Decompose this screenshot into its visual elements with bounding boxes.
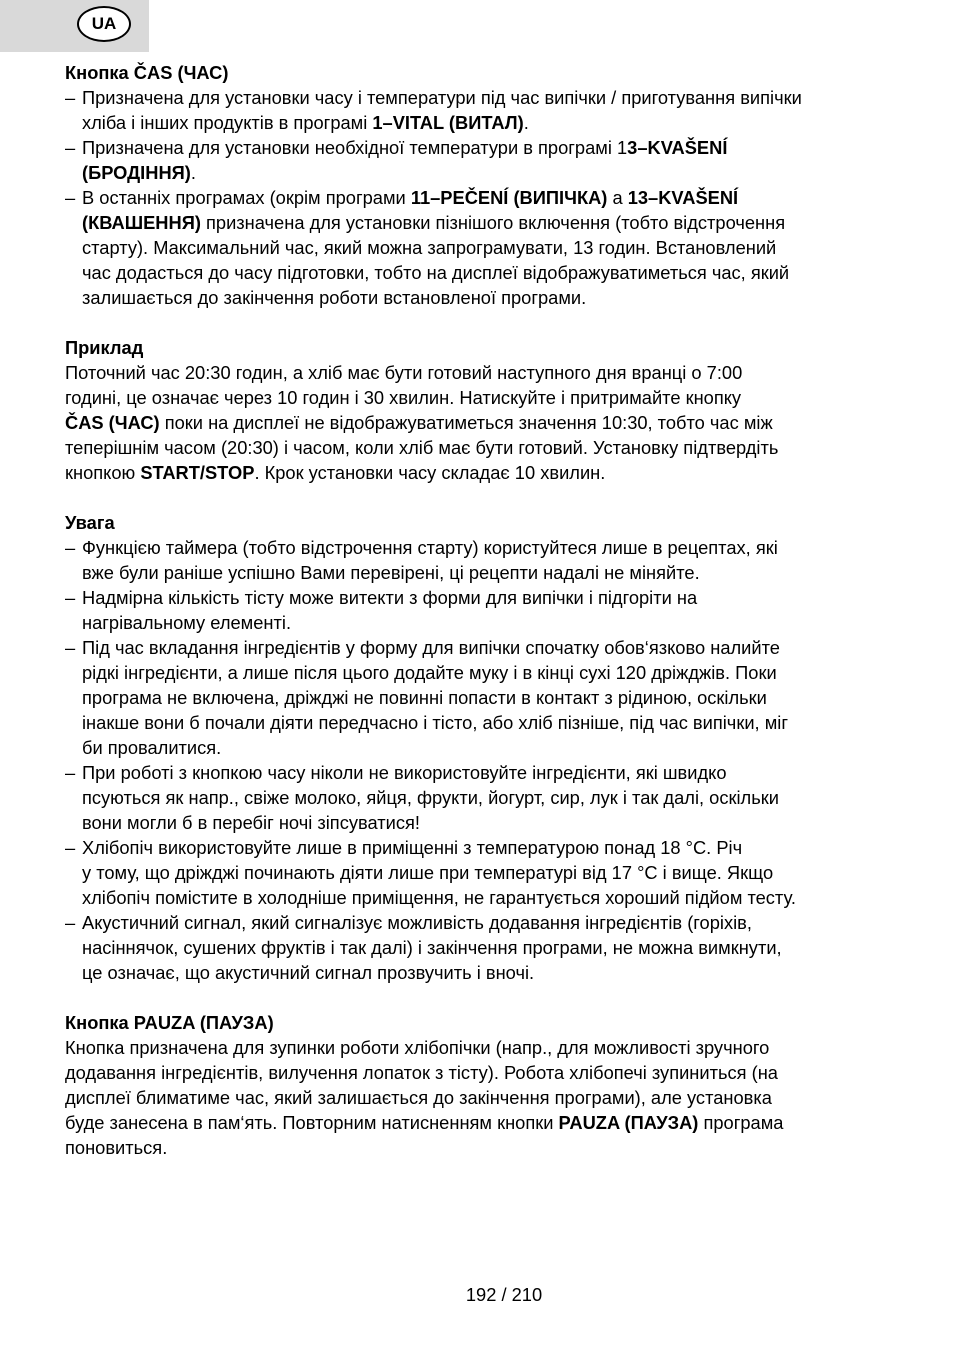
bullet-line <box>65 185 900 210</box>
bullet-line <box>65 285 900 310</box>
section-pauza-button <box>65 1010 900 1160</box>
bold-run: 1–VITAL (ВИТАЛ) <box>372 112 524 133</box>
text-run: Під час вкладання інгредієнтів у форму для випічки спочатку обов‘язково налийте <box>82 637 780 658</box>
bullet-line <box>65 535 900 560</box>
page-content <box>65 60 900 1160</box>
bold-run: (БРОДІННЯ) <box>82 162 191 183</box>
text-run: призначена для установки пізнішого включення (тобто відстрочення <box>200 212 786 233</box>
text-run: Призначена для установки часу і температури під час випічки / приготування випічки <box>82 87 802 108</box>
text-run: Надмірна кількість тісту може витекти з форми для випічки і підгоріти на <box>82 587 698 608</box>
bullet-dash: – <box>65 762 76 783</box>
bullet-dash: – <box>65 537 76 558</box>
paragraph-line <box>65 1060 900 1085</box>
paragraph-line <box>65 1135 900 1160</box>
bullet-line <box>65 160 900 185</box>
text-run: годині, це означає через 10 годин і 30 хвилин. Натискуйте і притримайте кнопку <box>65 387 742 408</box>
text-run: Поточний час 20:30 годин, а хліб має бути готовий наступного дня вранці о 7:00 <box>65 362 743 383</box>
text-run: поновиться. <box>65 1137 168 1158</box>
heading-warning: Увага <box>65 512 115 533</box>
text-run: рідкі інгредієнти, а лише після цього додайте муку і в кінці сухі 120 дріжджів. Поки <box>82 662 777 683</box>
section-warning <box>65 510 900 985</box>
text-run: вже були раніше успішно Вами перевірені, ці рецепти надалі не міняйте. <box>82 562 700 583</box>
bullet-line <box>65 885 900 910</box>
text-run: Призначена для установки необхідної температури в програмі 1 <box>82 137 628 158</box>
section-example <box>65 335 900 485</box>
text-run: залишається до закінчення роботи встановленої програми. <box>82 287 587 308</box>
bullet-line <box>65 235 900 260</box>
bullet-line <box>65 210 900 235</box>
text-run: насіннячок, сушених фруктів і так далі) і закінчення програми, не можна вимкнути, <box>82 937 782 958</box>
paragraph <box>65 360 900 485</box>
bullet-line <box>65 910 900 935</box>
text-run: Акустичний сигнал, який сигналізує можливість додавання інгредієнтів (горіхів, <box>82 912 752 933</box>
bold-run: 3–KVAŠENÍ <box>627 137 728 158</box>
bullet-line <box>65 660 900 685</box>
text-run: поки на дисплеї не відображуватиметься значення 10:30, тобто час між <box>159 412 773 433</box>
bullet-line <box>65 735 900 760</box>
text-run: нагрівальному елементі. <box>82 612 292 633</box>
text-run: . Крок установки часу складає 10 хвилин. <box>254 462 606 483</box>
paragraph-line <box>65 360 900 385</box>
bullet-dash: – <box>65 912 76 933</box>
text-run: це означає, що акустичний сигнал прозвучить і вночі. <box>82 962 535 983</box>
paragraph-line <box>65 1110 900 1135</box>
bullet-dash: – <box>65 637 76 658</box>
section-cas-button <box>65 60 900 310</box>
bullet-line <box>65 585 900 610</box>
bullet-list <box>65 535 900 985</box>
bullet-dash: – <box>65 837 76 858</box>
bullet-line <box>65 835 900 860</box>
bullet-line <box>65 85 900 110</box>
bullet-line <box>65 960 900 985</box>
text-run: хліба і інших продуктів в програмі <box>82 112 373 133</box>
text-run: би провалитися. <box>82 737 222 758</box>
paragraph-line <box>65 1035 900 1060</box>
heading-example: Приклад <box>65 337 144 358</box>
bullet-dash: – <box>65 187 76 208</box>
text-run: додавання інгредієнтів, вилучення лопаток з тісту). Робота хлібопечі зупиниться (на <box>65 1062 778 1083</box>
bullet-dash: – <box>65 87 76 108</box>
bullet-dash: – <box>65 137 76 158</box>
heading-cas-button: Кнопка ČAS (ЧАС) <box>65 62 229 83</box>
text-run: кнопкою <box>65 462 141 483</box>
text-run: Функцією таймера (тобто відстрочення старту) користуйтеся лише в рецептах, які <box>82 537 778 558</box>
paragraph-line <box>65 1085 900 1110</box>
bullet-line <box>65 710 900 735</box>
text-run: . <box>190 162 196 183</box>
text-run: дисплеї блиматиме час, який залишається до закінчення програми), але установка <box>65 1087 772 1108</box>
text-run: Кнопка призначена для зупинки роботи хлібопічки (напр., для можливості зручного <box>65 1037 770 1058</box>
text-run: В останніх програмах (окрім програми <box>82 187 411 208</box>
bold-run: (КВАШЕННЯ) <box>82 212 201 233</box>
text-run: Хлібопіч використовуйте лише в приміщенні з температурою понад 18 °C. Річ <box>82 837 743 858</box>
heading-pauza-button: Кнопка PAUZA (ПАУЗА) <box>65 1012 274 1033</box>
paragraph-line <box>65 410 900 435</box>
language-tab <box>0 0 149 52</box>
text-run: а <box>607 187 628 208</box>
bullet-line <box>65 110 900 135</box>
text-run: старту). Максимальний час, який можна запрограмувати, 13 годин. Встановлений <box>82 237 777 258</box>
paragraph-line <box>65 385 900 410</box>
bullet-line <box>65 260 900 285</box>
text-run: інакше вони б почали діяти передчасно і тісто, або хліб пізніше, під час випічки, міг <box>82 712 788 733</box>
page-separator: / <box>496 1284 512 1305</box>
text-run: теперішнім часом (20:30) і часом, коли хліб має бути готовий. Установку підтвердіть <box>65 437 779 458</box>
paragraph-line <box>65 435 900 460</box>
text-run: хлібопіч помістите в холодніше приміщення, не гарантується хороший підйом тесту. <box>82 887 796 908</box>
text-run: час додасться до часу підготовки, тобто на дисплеї відображуватиметься час, який <box>82 262 790 283</box>
bullet-line <box>65 935 900 960</box>
language-badge: UA <box>77 6 131 42</box>
current-page: 192 <box>465 1284 497 1305</box>
bullet-line <box>65 760 900 785</box>
bullet-line <box>65 785 900 810</box>
bullet-line <box>65 860 900 885</box>
text-run: псуються як напр., свіже молоко, яйця, фрукти, йогурт, сир, лук і так далі, оскільки <box>82 787 779 808</box>
bullet-line <box>65 685 900 710</box>
text-run: вони могли б в перебіг ночі зіпсуватися! <box>82 812 420 833</box>
text-run: буде занесена в пам‘ять. Повторним натисненням кнопки <box>65 1112 559 1133</box>
bold-run: ČAS (ЧАС) <box>65 412 160 433</box>
bold-run: 13–KVAŠENÍ <box>627 187 739 208</box>
page-number <box>0 1282 954 1307</box>
bold-run: START/STOP <box>140 462 255 483</box>
text-run: програма не включена, дріжджі не повинні попасти в контакт з рідиною, оскільки <box>82 687 767 708</box>
paragraph <box>65 1035 900 1160</box>
paragraph-line <box>65 460 900 485</box>
text-run: програма <box>698 1112 784 1133</box>
bullet-list <box>65 85 900 310</box>
bold-run: PAUZA (ПАУЗА) <box>558 1112 699 1133</box>
bullet-line <box>65 810 900 835</box>
text-run: . <box>523 112 529 133</box>
text-run: При роботі з кнопкою часу ніколи не використовуйте інгредієнти, які швидко <box>82 762 727 783</box>
bullet-line <box>65 610 900 635</box>
bullet-line <box>65 560 900 585</box>
text-run: у тому, що дріжджі починають діяти лише при температурі від 17 °C і вище. Якщо <box>82 862 774 883</box>
bold-run: 11–PEČENÍ (ВИПІЧКА) <box>410 187 608 208</box>
total-pages: 210 <box>511 1284 543 1305</box>
bullet-dash: – <box>65 587 76 608</box>
bullet-line <box>65 135 900 160</box>
bullet-line <box>65 635 900 660</box>
